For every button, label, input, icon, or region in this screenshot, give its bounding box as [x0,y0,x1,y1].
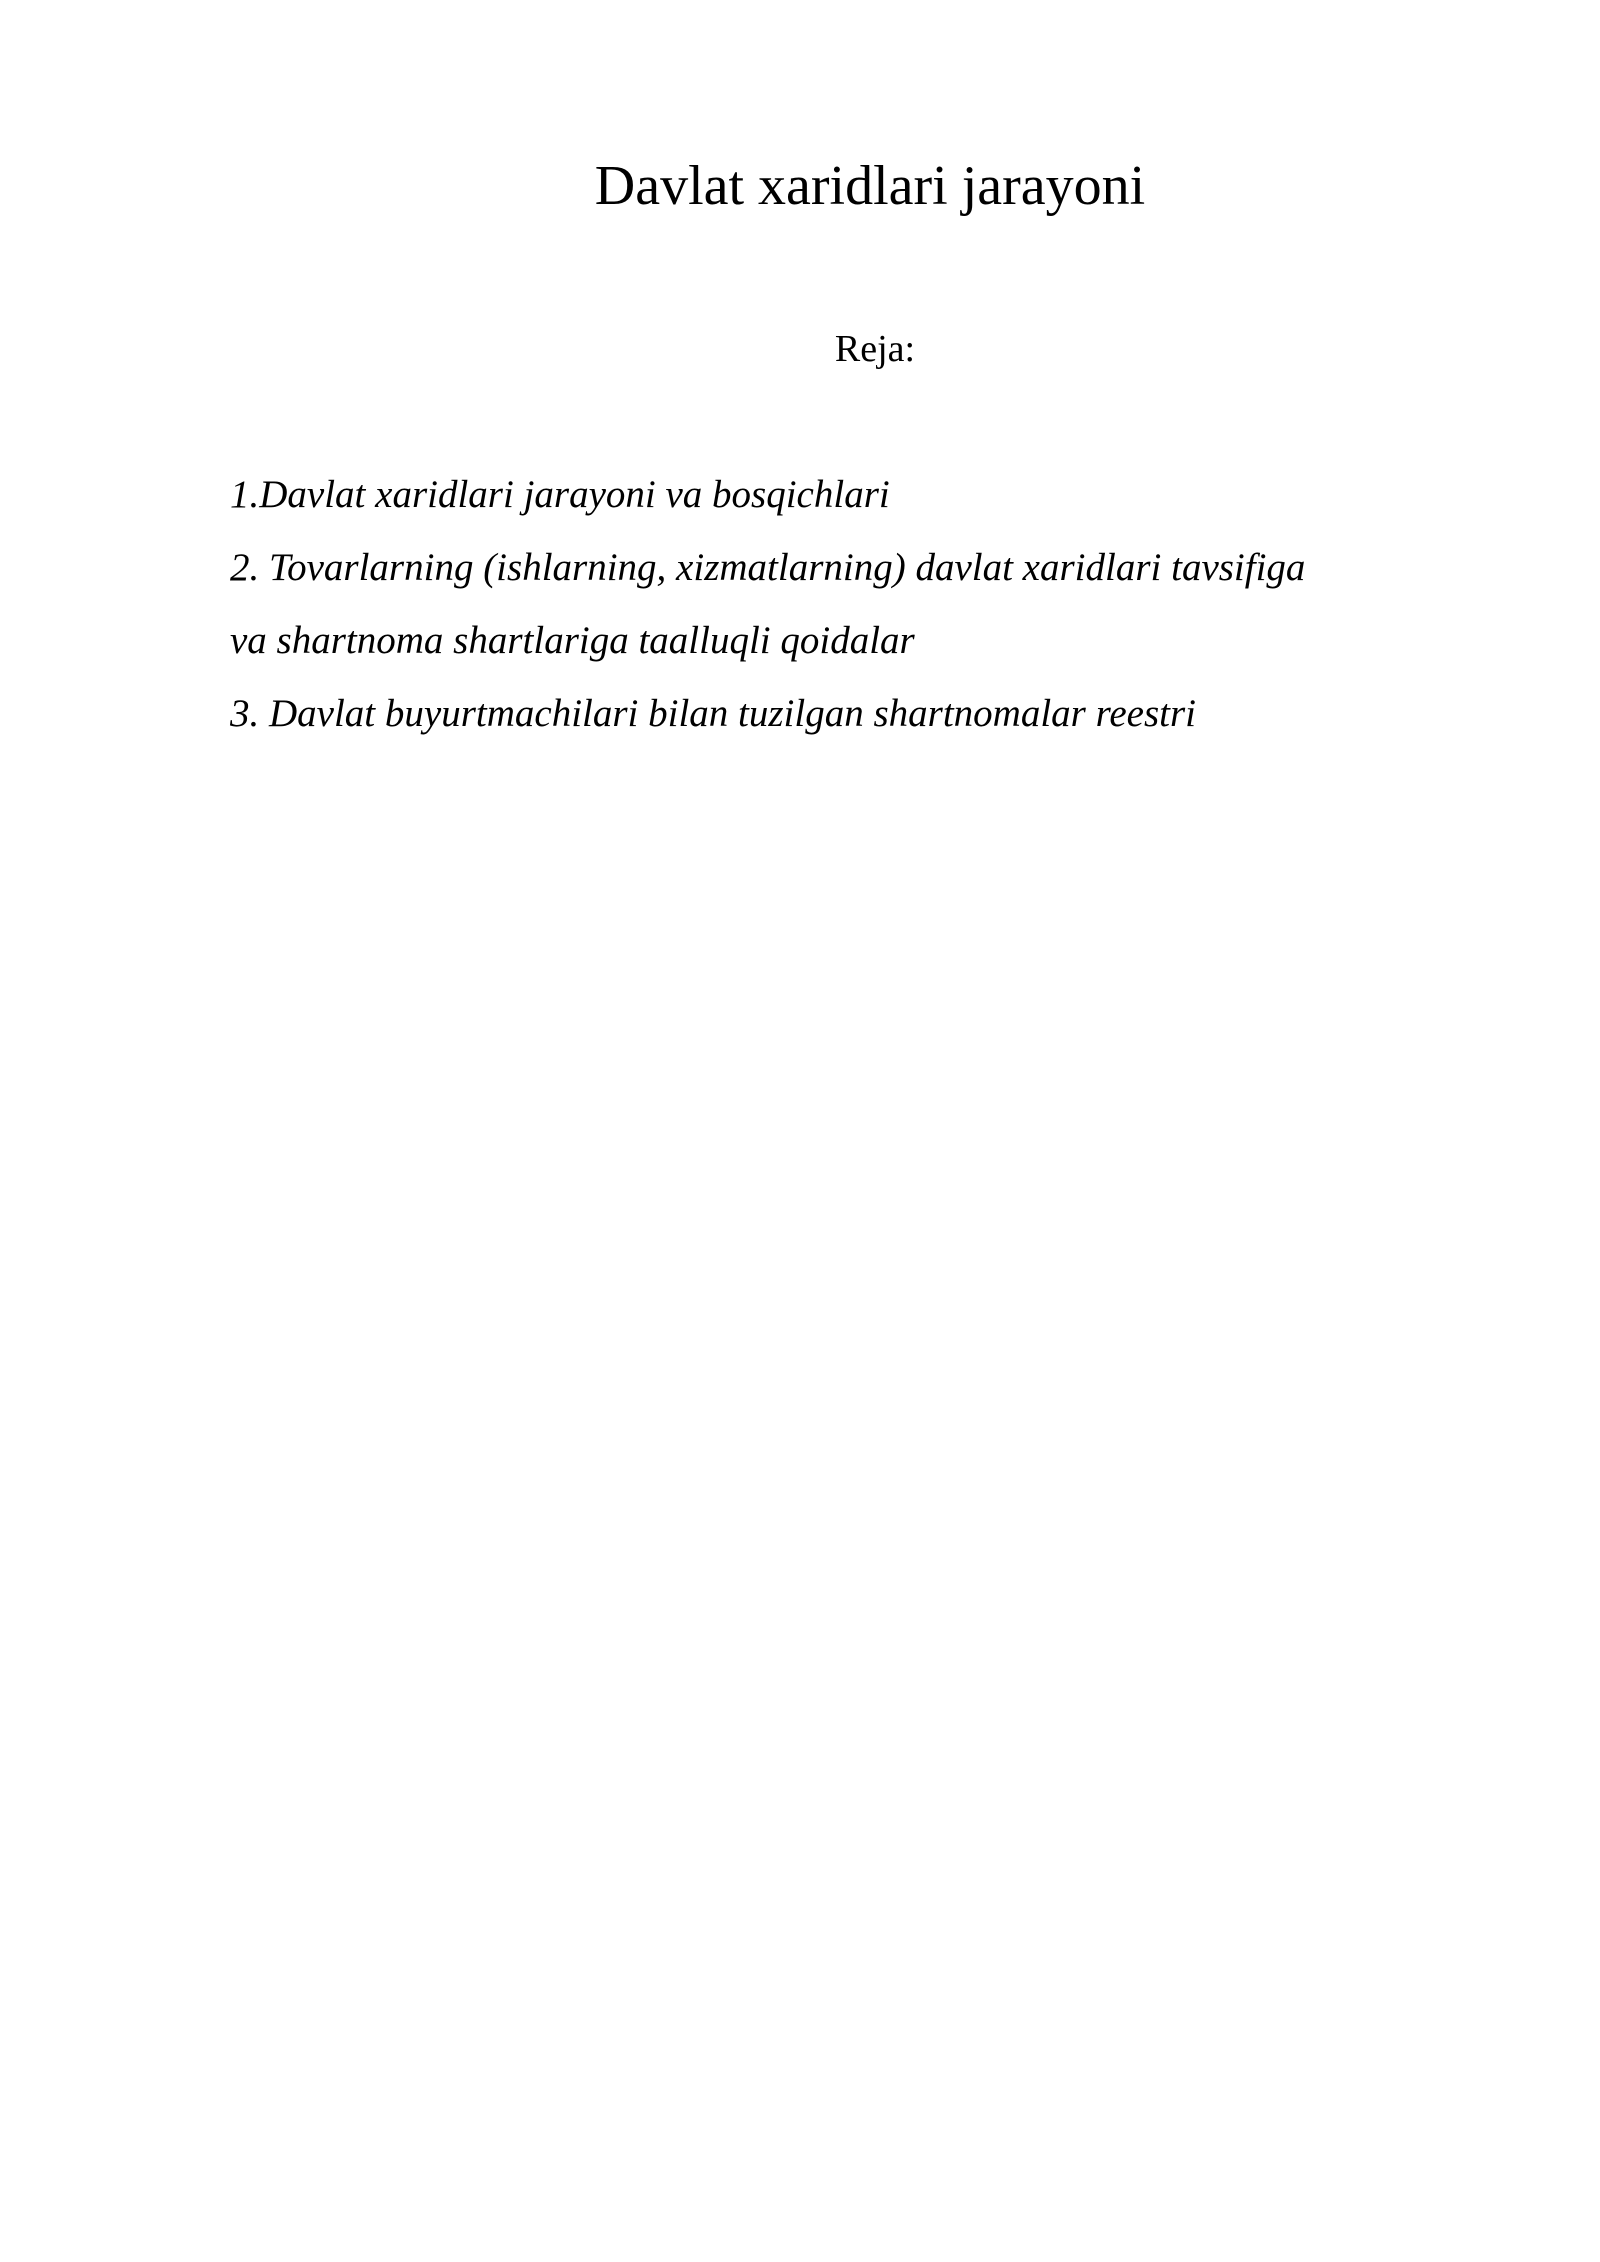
plan-heading: Reja: [834,328,916,370]
plan-item-1 [230,458,1460,531]
document-title: Davlat xaridlari jarayoni [594,155,1146,217]
plan-item-3 [230,677,1460,750]
plan-item-2-continued [230,604,1460,677]
plan-list [230,458,1460,750]
plan-item-text: 2. Tovarlarning (ishlarning, xizmatlarning) davlat xaridlari tavsifiga [230,546,1306,589]
plan-item-text: 3. Davlat buyurtmachilari bilan tuzilgan shartnomalar reestri [230,692,1196,735]
plan-item-text: va shartnoma shartlariga taalluqli qoidalar [230,619,915,662]
plan-item-2 [230,531,1460,604]
plan-item-text: 1.Davlat xaridlari jarayoni va bosqichlari [230,473,890,516]
